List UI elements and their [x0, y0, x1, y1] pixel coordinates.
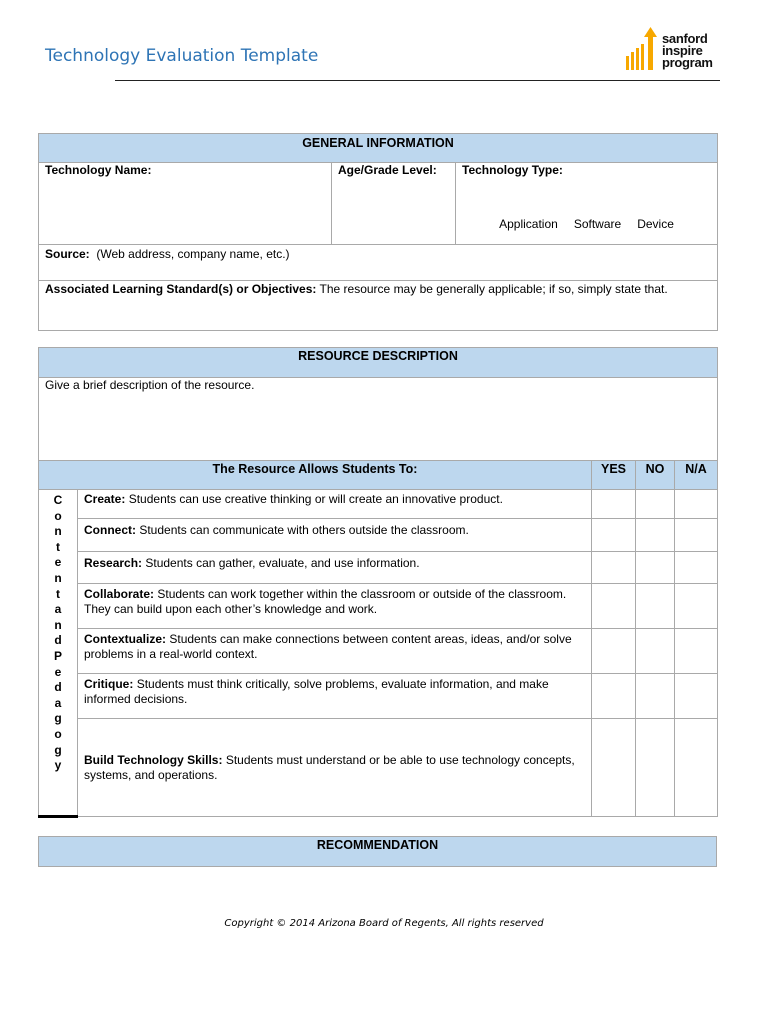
logo-line-2: inspire [662, 43, 703, 58]
connect-yes-cell[interactable] [592, 519, 636, 552]
standards-label: Associated Learning Standard(s) or Objectives: [45, 282, 317, 296]
side-label-letter: g [54, 742, 62, 757]
criteria-collaborate-label: Collaborate: [84, 587, 155, 601]
standards-field[interactable] [39, 281, 718, 331]
na-column-header: N/A [675, 461, 718, 490]
side-label-letter: o [54, 726, 62, 741]
connect-no-cell[interactable] [636, 519, 675, 552]
critique-no-cell[interactable] [636, 674, 675, 719]
age-grade-field[interactable] [332, 163, 456, 245]
technology-type-field [456, 163, 718, 245]
allows-students-heading: The Resource Allows Students To: [39, 461, 592, 490]
criteria-critique-text: Students must think critically, solve problems, evaluate information, and make informed decisions. [84, 677, 549, 706]
side-label-letter: t [56, 539, 60, 554]
criteria-create-label: Create: [84, 492, 126, 506]
resource-description-field[interactable] [39, 378, 718, 461]
document-title: Technology Evaluation Template [45, 46, 319, 66]
criteria-contextualize-text: Students can make connections between content areas, ideas, and/or solve problems in a real-world context. [84, 632, 572, 661]
criteria-critique-label: Critique: [84, 677, 134, 691]
type-option-software[interactable]: Software [573, 217, 622, 231]
side-label-letter: d [54, 680, 62, 695]
source-hint: (Web address, company name, etc.) [96, 247, 290, 261]
criteria-collaborate [78, 584, 592, 629]
criteria-build-tech-text: Students must understand or be able to use technology concepts, systems, and operations. [84, 752, 575, 782]
general-information-table [38, 133, 718, 331]
logo-wordmark [662, 33, 713, 69]
collaborate-yes-cell[interactable] [592, 584, 636, 629]
content-and-pedagogy-label [39, 490, 78, 817]
side-label-letter: o [54, 508, 62, 523]
side-label-letter: a [54, 695, 62, 710]
type-option-device[interactable]: Device [637, 217, 674, 231]
research-no-cell[interactable] [636, 552, 675, 584]
critique-yes-cell[interactable] [592, 674, 636, 719]
side-label-letter: a [54, 602, 62, 617]
side-label-letter: C [53, 493, 63, 507]
resource-description-heading: RESOURCE DESCRIPTION [39, 348, 718, 378]
logo-bars-icon [624, 26, 660, 72]
build-tech-no-cell[interactable] [636, 719, 675, 817]
title-divider [115, 80, 720, 81]
technology-name-label: Technology Name: [45, 163, 152, 177]
collaborate-na-cell[interactable] [675, 584, 718, 629]
side-label-letter: n [54, 570, 62, 585]
criteria-research [78, 552, 592, 584]
criteria-build-technology-skills [78, 719, 592, 817]
type-option-application[interactable]: Application [499, 217, 558, 231]
build-tech-na-cell[interactable] [675, 719, 718, 817]
side-label-letter: e [54, 555, 62, 570]
recommendation-table [38, 836, 717, 867]
research-na-cell[interactable] [675, 552, 718, 584]
create-yes-cell[interactable] [592, 490, 636, 519]
contextualize-na-cell[interactable] [675, 629, 718, 674]
side-label-letter: g [54, 711, 62, 726]
sanford-inspire-logo [624, 26, 724, 72]
side-label-letter: d [54, 633, 62, 648]
side-label-letter: n [54, 617, 62, 632]
resource-description-hint: Give a brief description of the resource. [45, 378, 255, 392]
standards-hint: The resource may be generally applicable; if so, simply state that. [319, 282, 668, 296]
yes-column-header: YES [592, 461, 636, 490]
recommendation-heading: RECOMMENDATION [39, 837, 717, 867]
side-label-letter: t [56, 586, 60, 601]
source-field[interactable] [39, 245, 718, 281]
criteria-contextualize [78, 629, 592, 674]
create-na-cell[interactable] [675, 490, 718, 519]
criteria-contextualize-label: Contextualize: [84, 632, 167, 646]
collaborate-no-cell[interactable] [636, 584, 675, 629]
criteria-connect [78, 519, 592, 552]
criteria-create [78, 490, 592, 519]
criteria-create-text: Students can use creative thinking or will create an innovative product. [128, 492, 503, 506]
research-yes-cell[interactable] [592, 552, 636, 584]
criteria-build-tech-label: Build Technology Skills: [84, 752, 223, 767]
criteria-research-label: Research: [84, 556, 143, 570]
general-information-heading: GENERAL INFORMATION [39, 134, 718, 163]
contextualize-yes-cell[interactable] [592, 629, 636, 674]
build-tech-yes-cell[interactable] [592, 719, 636, 817]
logo-line-3: program [662, 55, 713, 70]
source-label: Source: [45, 247, 90, 261]
resource-description-table [38, 347, 718, 818]
side-label-letter: y [54, 758, 62, 773]
contextualize-no-cell[interactable] [636, 629, 675, 674]
technology-type-label: Technology Type: [462, 163, 563, 177]
technology-name-field[interactable] [39, 163, 332, 245]
age-grade-label: Age/Grade Level: [338, 163, 437, 177]
technology-type-options [462, 217, 711, 231]
copyright-notice: Copyright © 2014 Arizona Board of Regents, All rights reserved [224, 918, 544, 929]
criteria-connect-text: Students can communicate with others outside the classroom. [139, 523, 469, 537]
connect-na-cell[interactable] [675, 519, 718, 552]
criteria-research-text: Students can gather, evaluate, and use information. [145, 556, 420, 570]
criteria-collaborate-text: Students can work together within the classroom or outside of the classroom. They can build upon each other’s knowledge and work. [84, 587, 567, 616]
criteria-critique [78, 674, 592, 719]
side-label-letter: e [54, 664, 62, 679]
critique-na-cell[interactable] [675, 674, 718, 719]
side-label-letter: n [54, 524, 62, 539]
logo-line-1: sanford [662, 31, 708, 46]
no-column-header: NO [636, 461, 675, 490]
create-no-cell[interactable] [636, 490, 675, 519]
side-label-letter: P [53, 648, 62, 663]
criteria-connect-label: Connect: [84, 523, 136, 537]
